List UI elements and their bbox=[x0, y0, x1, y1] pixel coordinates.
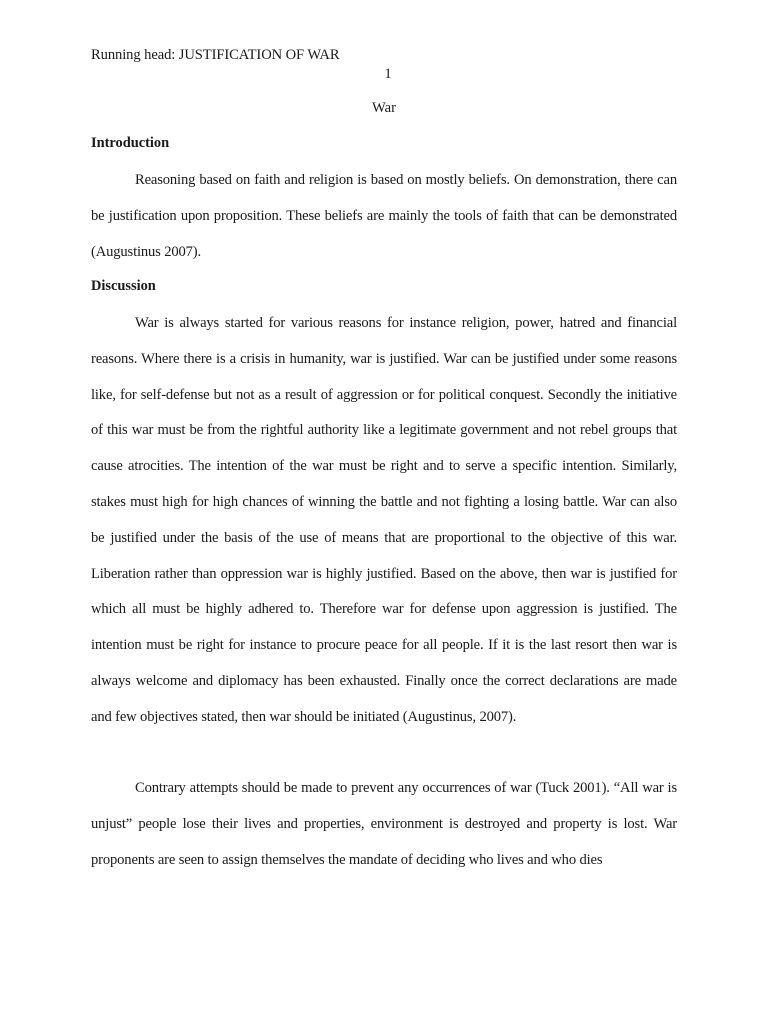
discussion-paragraph-1: War is always started for various reasons for instance religion, power, hatred and financial reasons. Where there is a crisis in humanity, war is justified. War can be justified under some reasons like, for self-defense but not as a result of aggression or for political conquest. Secondly the initiative of this war must be from the rightful authority like a legitimate government and not rebel groups that cause atrocities. The intention of the war must be right and to serve a specific intention. Similarly, stakes must high for high chances of winning the battle and not fighting a losing battle. War can also be justified under the basis of the use of means that are proportional to the objective of this war. Liberation rather than oppression war is highly justified. Based on the above, then war is justified for which all must be highly adhered to. Therefore war for defense upon aggression is justified. The intention must be right for instance to procure peace for all people. If it is the last resort then war is always welcome and diplomacy has been exhausted. Finally once the correct declarations are made and few objectives stated, then war should be initiated (Augustinus, 2007). bbox=[91, 315, 677, 725]
document-title: War bbox=[372, 100, 396, 116]
introduction-paragraph: Reasoning based on faith and religion is based on mostly beliefs. On demonstration, there can be justification upon proposition. These beliefs are mainly the tools of faith that can be demonstrated (Augustinus 2007). bbox=[91, 172, 677, 260]
introduction-heading: Introduction bbox=[91, 135, 170, 151]
running-head: Running head: JUSTIFICATION OF WAR bbox=[91, 47, 340, 63]
page-number: 1 bbox=[384, 66, 392, 82]
discussion-heading: Discussion bbox=[91, 278, 156, 294]
discussion-paragraph-2: Contrary attempts should be made to prevent any occurrences of war (Tuck 2001). “All war is unjust” people lose their lives and properties, environment is destroyed and property is lost. War proponents are seen to assign themselves the mandate of deciding who lives and who dies bbox=[91, 780, 677, 868]
